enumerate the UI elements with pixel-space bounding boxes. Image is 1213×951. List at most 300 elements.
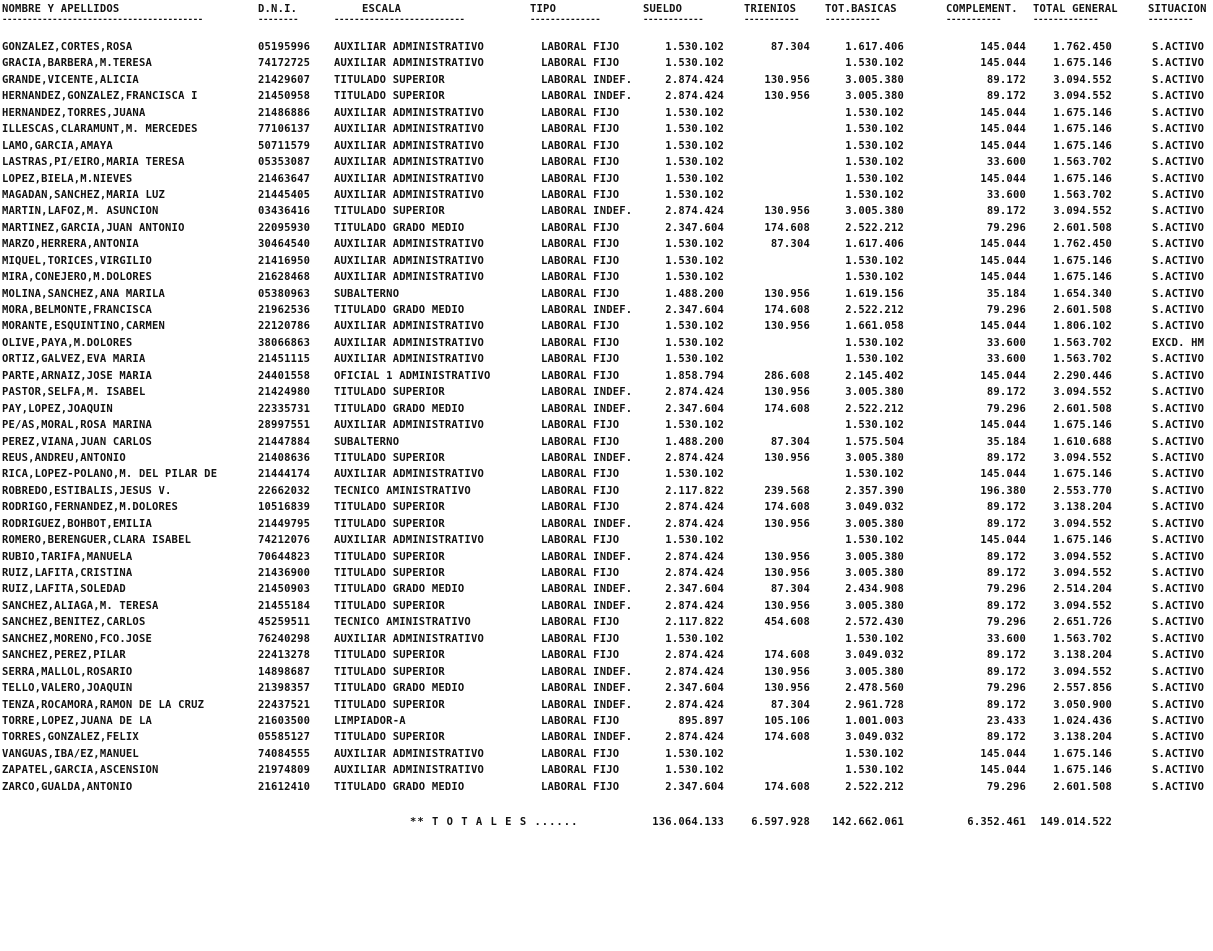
cell-compl: 89.172 — [986, 599, 1026, 612]
cell-totgen: 1.675.146 — [1053, 57, 1112, 70]
cell-compl: 89.172 — [986, 90, 1026, 103]
cell-totbas: 3.005.380 — [845, 567, 904, 579]
cell-nombre: LASTRAS,PI/EIRO,MARIA TERESA — [2, 156, 185, 169]
cell-tipo: LABORAL FIJO — [541, 172, 620, 185]
table-row — [0, 154, 1213, 170]
cell-sueldo: 2.874.424 — [665, 599, 724, 612]
cell-compl: 33.600 — [986, 156, 1026, 169]
cell-trienios: 130.956 — [764, 550, 810, 563]
cell-tipo: LABORAL INDEF. — [541, 304, 633, 316]
table-row — [0, 499, 1213, 515]
cell-escala: AUXILIAR ADMINISTRATIVO — [334, 632, 484, 645]
cell-nombre: HERNANDEZ,GONZALEZ,FRANCISCA I — [2, 90, 198, 103]
cell-dni: 24401558 — [258, 369, 311, 382]
cell-sit: S.ACTIVO — [1152, 73, 1205, 86]
cell-tipo: LABORAL FIJO — [541, 106, 620, 119]
cell-nombre: RODRIGO,FERNANDEZ,M.DOLORES — [2, 501, 179, 514]
cell-compl: 33.600 — [986, 188, 1026, 201]
cell-tipo: LABORAL INDEF. — [541, 682, 633, 695]
cell-trienios: 454.608 — [764, 616, 810, 629]
cell-compl: 89.172 — [986, 386, 1026, 399]
cell-dni: 21455184 — [258, 599, 311, 612]
cell-sit: S.ACTIVO — [1152, 714, 1205, 727]
table-row — [0, 253, 1213, 269]
cell-nombre: OLIVE,PAYA,M.DOLORES — [2, 336, 133, 349]
table-row — [0, 713, 1213, 729]
cell-sit: S.ACTIVO — [1152, 698, 1205, 711]
cell-sit: S.ACTIVO — [1152, 369, 1205, 382]
cell-trienios: 130.956 — [764, 682, 810, 695]
cell-nombre: RICA,LOPEZ-POLANO,M. DEL PILAR DE — [2, 468, 218, 481]
cell-trienios: 174.608 — [764, 402, 810, 415]
cell-sit: S.ACTIVO — [1152, 468, 1205, 481]
cell-tipo: LABORAL INDEF. — [541, 583, 633, 596]
table-row — [0, 220, 1213, 236]
table-row — [0, 269, 1213, 285]
cell-escala: OFICIAL 1 ADMINISTRATIVO — [334, 369, 491, 382]
cell-trienios: 130.956 — [764, 386, 810, 399]
cell-escala: TITULADO SUPERIOR — [334, 599, 445, 612]
cell-escala: AUXILIAR ADMINISTRATIVO — [334, 123, 484, 136]
cell-tipo: LABORAL FIJO — [541, 780, 620, 793]
cell-totbas: 1.530.102 — [845, 172, 904, 185]
cell-escala: AUXILIAR ADMINISTRATIVO — [334, 106, 484, 119]
cell-totgen: 2.553.770 — [1053, 484, 1112, 497]
cell-totbas: 2.478.560 — [845, 682, 904, 695]
cell-totbas: 3.005.380 — [845, 517, 904, 530]
cell-sit: S.ACTIVO — [1152, 254, 1205, 267]
cell-sueldo: 2.874.424 — [665, 698, 724, 711]
cell-trienios: 130.956 — [764, 90, 810, 103]
cell-compl: 145.044 — [980, 254, 1026, 267]
cell-sit: S.ACTIVO — [1152, 386, 1205, 399]
cell-sueldo: 1.530.102 — [665, 123, 724, 136]
cell-tipo: LABORAL FIJO — [541, 139, 620, 152]
cell-compl: 145.044 — [980, 419, 1026, 432]
cell-escala: AUXILIAR ADMINISTRATIVO — [334, 747, 484, 760]
cell-compl: 145.044 — [980, 747, 1026, 760]
cell-compl: 89.172 — [986, 73, 1026, 86]
cell-tipo: LABORAL INDEF. — [541, 73, 633, 86]
cell-sueldo: 2.117.822 — [665, 616, 724, 629]
cell-dni: 21424980 — [258, 386, 311, 399]
cell-nombre: MAGADAN,SANCHEZ,MARIA LUZ — [2, 188, 166, 201]
cell-totgen: 3.094.552 — [1053, 599, 1112, 612]
cell-tipo: LABORAL FIJO — [541, 271, 620, 284]
table-row — [0, 401, 1213, 417]
cell-sueldo: 2.347.604 — [665, 682, 724, 695]
cell-escala: AUXILIAR ADMINISTRATIVO — [334, 238, 484, 251]
cell-dni: 21450958 — [258, 90, 311, 103]
cell-sueldo: 1.530.102 — [665, 468, 724, 481]
employee-rows — [0, 39, 1213, 795]
cell-dni: 21398357 — [258, 682, 311, 695]
cell-sit: S.ACTIVO — [1152, 353, 1205, 366]
cell-sueldo: 2.874.424 — [665, 550, 724, 563]
table-row — [0, 187, 1213, 203]
cell-escala: TITULADO SUPERIOR — [334, 386, 445, 399]
cell-sit: S.ACTIVO — [1152, 221, 1205, 234]
cell-sit: S.ACTIVO — [1152, 287, 1205, 300]
cell-sit: S.ACTIVO — [1152, 632, 1205, 645]
cell-tipo: LABORAL FIJO — [541, 435, 620, 448]
cell-escala: TITULADO SUPERIOR — [334, 501, 445, 514]
cell-totgen: 1.675.146 — [1053, 172, 1112, 185]
cell-totgen: 3.138.204 — [1053, 731, 1112, 744]
cell-totbas: 1.619.156 — [845, 287, 904, 300]
cell-dni: 21408636 — [258, 451, 311, 464]
table-row — [0, 55, 1213, 71]
cell-nombre: MORA,BELMONTE,FRANCISCA — [2, 304, 152, 316]
cell-escala: TITULADO SUPERIOR — [334, 731, 445, 744]
cell-totgen: 3.094.552 — [1053, 386, 1112, 399]
cell-nombre: RUIZ,LAFITA,CRISTINA — [2, 567, 133, 579]
cell-totbas: 1.575.504 — [845, 435, 904, 448]
table-row — [0, 516, 1213, 532]
cell-nombre: REUS,ANDREU,ANTONIO — [2, 451, 126, 464]
cell-totgen: 2.514.204 — [1053, 583, 1112, 596]
cell-sueldo: 2.347.604 — [665, 583, 724, 596]
table-row — [0, 532, 1213, 548]
cell-trienios: 130.956 — [764, 517, 810, 530]
table-row — [0, 581, 1213, 597]
cell-tipo: LABORAL INDEF. — [541, 665, 633, 678]
cell-nombre: RUIZ,LAFITA,SOLEDAD — [2, 583, 126, 596]
cell-dni: 05380963 — [258, 287, 311, 300]
cell-totbas: 1.530.102 — [845, 534, 904, 547]
cell-nombre: TELLO,VALERO,JOAQUIN — [2, 682, 133, 695]
cell-trienios: 130.956 — [764, 451, 810, 464]
table-row — [0, 335, 1213, 351]
cell-dni: 50711579 — [258, 139, 311, 152]
cell-totgen: 1.675.146 — [1053, 254, 1112, 267]
cell-escala: TECNICO AMINISTRATIVO — [334, 484, 471, 497]
cell-sit: S.ACTIVO — [1152, 517, 1205, 530]
cell-totgen: 3.094.552 — [1053, 567, 1112, 579]
cell-dni: 10516839 — [258, 501, 311, 514]
cell-trienios: 130.956 — [764, 205, 810, 218]
cell-totgen: 1.675.146 — [1053, 534, 1112, 547]
cell-tipo: LABORAL FIJO — [541, 534, 620, 547]
cell-totbas: 3.005.380 — [845, 599, 904, 612]
cell-sit: S.ACTIVO — [1152, 567, 1205, 579]
cell-totbas: 3.005.380 — [845, 665, 904, 678]
cell-totbas: 3.049.032 — [845, 731, 904, 744]
cell-tipo: LABORAL FIJO — [541, 221, 620, 234]
cell-dni: 22120786 — [258, 320, 311, 333]
cell-sit: S.ACTIVO — [1152, 583, 1205, 596]
cell-sueldo: 1.530.102 — [665, 254, 724, 267]
cell-sueldo: 1.530.102 — [665, 632, 724, 645]
cell-dni: 22413278 — [258, 649, 311, 662]
cell-tipo: LABORAL FIJO — [541, 616, 620, 629]
cell-tipo: LABORAL FIJO — [541, 468, 620, 481]
table-row — [0, 351, 1213, 367]
header-sueldo: SUELDO ------------ — [643, 3, 704, 25]
table-row — [0, 236, 1213, 252]
cell-totbas: 3.005.380 — [845, 73, 904, 86]
cell-compl: 145.044 — [980, 764, 1026, 777]
cell-totgen: 1.762.450 — [1053, 41, 1112, 53]
table-row — [0, 647, 1213, 663]
cell-escala: LIMPIADOR-A — [334, 714, 406, 727]
cell-sueldo: 2.874.424 — [665, 451, 724, 464]
cell-sit: S.ACTIVO — [1152, 106, 1205, 119]
table-row — [0, 631, 1213, 647]
cell-sit: S.ACTIVO — [1152, 238, 1205, 251]
cell-nombre: ROBREDO,ESTIBALIS,JESUS V. — [2, 484, 172, 497]
cell-totbas: 1.530.102 — [845, 123, 904, 136]
cell-totgen: 1.675.146 — [1053, 468, 1112, 481]
cell-compl: 79.296 — [986, 616, 1026, 629]
cell-sit: S.ACTIVO — [1152, 304, 1205, 316]
cell-dni: 05585127 — [258, 731, 311, 744]
cell-dni: 03436416 — [258, 205, 311, 218]
cell-totbas: 1.530.102 — [845, 419, 904, 432]
cell-totgen: 1.675.146 — [1053, 747, 1112, 760]
cell-nombre: PAY,LOPEZ,JOAQUIN — [2, 402, 113, 415]
cell-sit: S.ACTIVO — [1152, 731, 1205, 744]
cell-dni: 28997551 — [258, 419, 311, 432]
cell-sit: S.ACTIVO — [1152, 90, 1205, 103]
cell-escala: AUXILIAR ADMINISTRATIVO — [334, 353, 484, 366]
table-row — [0, 39, 1213, 55]
cell-sueldo: 1.858.794 — [665, 369, 724, 382]
cell-nombre: TENZA,ROCAMORA,RAMON DE LA CRUZ — [2, 698, 205, 711]
cell-escala: AUXILIAR ADMINISTRATIVO — [334, 320, 484, 333]
cell-compl: 89.172 — [986, 731, 1026, 744]
cell-compl: 33.600 — [986, 632, 1026, 645]
cell-sit: S.ACTIVO — [1152, 188, 1205, 201]
cell-totbas: 2.522.212 — [845, 402, 904, 415]
cell-escala: TITULADO SUPERIOR — [334, 698, 445, 711]
cell-tipo: LABORAL FIJO — [541, 632, 620, 645]
cell-trienios: 174.608 — [764, 731, 810, 744]
cell-escala: AUXILIAR ADMINISTRATIVO — [334, 271, 484, 284]
cell-totbas: 1.530.102 — [845, 632, 904, 645]
cell-dni: 21445405 — [258, 188, 311, 201]
cell-sueldo: 1.530.102 — [665, 534, 724, 547]
cell-compl: 145.044 — [980, 238, 1026, 251]
cell-compl: 145.044 — [980, 172, 1026, 185]
table-row — [0, 121, 1213, 137]
cell-compl: 145.044 — [980, 534, 1026, 547]
cell-sueldo: 1.530.102 — [665, 172, 724, 185]
cell-dni: 21628468 — [258, 271, 311, 284]
cell-dni: 22437521 — [258, 698, 311, 711]
header-escala: ESCALA -------------------------- — [334, 3, 465, 25]
table-row — [0, 105, 1213, 121]
cell-sueldo: 1.488.200 — [665, 435, 724, 448]
cell-compl: 89.172 — [986, 550, 1026, 563]
cell-totbas: 2.522.212 — [845, 304, 904, 316]
cell-escala: TITULADO GRADO MEDIO — [334, 780, 465, 793]
cell-nombre: RUBIO,TARIFA,MANUELA — [2, 550, 133, 563]
cell-totbas: 1.530.102 — [845, 353, 904, 366]
cell-totbas: 1.530.102 — [845, 764, 904, 777]
cell-totgen: 2.601.508 — [1053, 780, 1112, 793]
table-row — [0, 302, 1213, 318]
cell-trienios: 130.956 — [764, 567, 810, 579]
table-row — [0, 664, 1213, 680]
cell-sit: S.ACTIVO — [1152, 780, 1205, 793]
table-row — [0, 762, 1213, 778]
cell-trienios: 87.304 — [770, 238, 810, 251]
cell-dni: 05195996 — [258, 41, 311, 53]
cell-compl: 33.600 — [986, 336, 1026, 349]
cell-tipo: LABORAL INDEF. — [541, 451, 633, 464]
cell-compl: 35.184 — [986, 435, 1026, 448]
cell-trienios: 174.608 — [764, 780, 810, 793]
cell-escala: TITULADO SUPERIOR — [334, 567, 445, 579]
cell-totgen: 1.654.340 — [1053, 287, 1112, 300]
cell-escala: TECNICO AMINISTRATIVO — [334, 616, 471, 629]
cell-sit: S.ACTIVO — [1152, 320, 1205, 333]
cell-totgen: 3.094.552 — [1053, 665, 1112, 678]
cell-totbas: 1.530.102 — [845, 468, 904, 481]
totals-tot-basicas: 142.662.061 — [832, 816, 904, 828]
cell-escala: AUXILIAR ADMINISTRATIVO — [334, 172, 484, 185]
cell-dni: 30464540 — [258, 238, 311, 251]
cell-compl: 79.296 — [986, 402, 1026, 415]
cell-escala: TITULADO SUPERIOR — [334, 649, 445, 662]
cell-tipo: LABORAL FIJO — [541, 764, 620, 777]
cell-dni: 22335731 — [258, 402, 311, 415]
cell-totbas: 1.530.102 — [845, 106, 904, 119]
cell-dni: 21450903 — [258, 583, 311, 596]
cell-sueldo: 2.874.424 — [665, 205, 724, 218]
cell-nombre: PE/AS,MORAL,ROSA MARINA — [2, 419, 152, 432]
cell-tipo: LABORAL INDEF. — [541, 517, 633, 530]
table-row — [0, 746, 1213, 762]
cell-compl: 79.296 — [986, 682, 1026, 695]
cell-dni: 74172725 — [258, 57, 311, 70]
cell-nombre: TORRES,GONZALEZ,FELIX — [2, 731, 139, 744]
cell-tipo: LABORAL INDEF. — [541, 599, 633, 612]
table-row — [0, 680, 1213, 696]
cell-totgen: 1.762.450 — [1053, 238, 1112, 251]
table-row — [0, 368, 1213, 384]
cell-compl: 145.044 — [980, 123, 1026, 136]
cell-sueldo: 1.530.102 — [665, 139, 724, 152]
cell-totbas: 1.617.406 — [845, 238, 904, 251]
cell-sueldo: 2.874.424 — [665, 73, 724, 86]
cell-tipo: LABORAL FIJO — [541, 336, 620, 349]
cell-sit: S.ACTIVO — [1152, 139, 1205, 152]
cell-sueldo: 1.530.102 — [665, 156, 724, 169]
cell-sueldo: 1.530.102 — [665, 336, 724, 349]
cell-totgen: 1.563.702 — [1053, 632, 1112, 645]
cell-escala: TITULADO GRADO MEDIO — [334, 682, 465, 695]
table-row — [0, 483, 1213, 499]
cell-sueldo: 1.530.102 — [665, 747, 724, 760]
cell-sueldo: 2.874.424 — [665, 386, 724, 399]
cell-trienios: 87.304 — [770, 435, 810, 448]
table-row — [0, 171, 1213, 187]
table-row — [0, 434, 1213, 450]
cell-tipo: LABORAL FIJO — [541, 156, 620, 169]
cell-nombre: ORTIZ,GALVEZ,EVA MARIA — [2, 353, 146, 366]
cell-totbas: 2.961.728 — [845, 698, 904, 711]
cell-sueldo: 2.874.424 — [665, 90, 724, 103]
cell-trienios: 130.956 — [764, 320, 810, 333]
cell-nombre: LAMO,GARCIA,AMAYA — [2, 139, 113, 152]
cell-dni: 21603500 — [258, 714, 311, 727]
cell-nombre: HERNANDEZ,TORRES,JUANA — [2, 106, 146, 119]
cell-sit: S.ACTIVO — [1152, 616, 1205, 629]
cell-nombre: MIRA,CONEJERO,M.DOLORES — [2, 271, 152, 284]
cell-totbas: 3.005.380 — [845, 386, 904, 399]
cell-sit: S.ACTIVO — [1152, 205, 1205, 218]
header-nombre: NOMBRE Y APELLIDOS ---------------------------------------- — [2, 3, 203, 25]
cell-nombre: VANGUAS,IBA/EZ,MANUEL — [2, 747, 139, 760]
cell-totbas: 1.661.058 — [845, 320, 904, 333]
totals-total-general: 149.014.522 — [1040, 816, 1112, 828]
cell-compl: 89.172 — [986, 665, 1026, 678]
cell-trienios: 174.608 — [764, 304, 810, 316]
cell-escala: AUXILIAR ADMINISTRATIVO — [334, 156, 484, 169]
cell-compl: 145.044 — [980, 41, 1026, 53]
cell-nombre: MOLINA,SANCHEZ,ANA MARILA — [2, 287, 166, 300]
cell-totgen: 3.094.552 — [1053, 73, 1112, 86]
cell-dni: 21449795 — [258, 517, 311, 530]
cell-dni: 74084555 — [258, 747, 311, 760]
cell-totgen: 1.675.146 — [1053, 106, 1112, 119]
cell-totbas: 2.572.430 — [845, 616, 904, 629]
cell-tipo: LABORAL INDEF. — [541, 731, 633, 744]
cell-compl: 23.433 — [986, 714, 1026, 727]
cell-dni: 21486886 — [258, 106, 311, 119]
cell-nombre: PEREZ,VIANA,JUAN CARLOS — [2, 435, 152, 448]
cell-trienios: 105.106 — [764, 714, 810, 727]
table-row — [0, 384, 1213, 400]
cell-totbas: 1.530.102 — [845, 336, 904, 349]
cell-totbas: 2.357.390 — [845, 484, 904, 497]
cell-escala: TITULADO SUPERIOR — [334, 550, 445, 563]
cell-tipo: LABORAL FIJO — [541, 369, 620, 382]
cell-sueldo: 1.530.102 — [665, 320, 724, 333]
cell-totgen: 2.601.508 — [1053, 221, 1112, 234]
totals-complement: 6.352.461 — [967, 816, 1026, 828]
cell-compl: 89.172 — [986, 517, 1026, 530]
header-trienios: TRIENIOS ----------- — [744, 3, 800, 25]
cell-tipo: LABORAL FIJO — [541, 188, 620, 201]
header-situacion: SITUACION --------- — [1148, 3, 1207, 25]
totals-trienios: 6.597.928 — [751, 816, 810, 828]
cell-totgen: 3.094.552 — [1053, 451, 1112, 464]
cell-compl: 79.296 — [986, 583, 1026, 596]
cell-nombre: PASTOR,SELFA,M. ISABEL — [2, 386, 146, 399]
cell-sit: S.ACTIVO — [1152, 534, 1205, 547]
cell-totgen: 3.138.204 — [1053, 649, 1112, 662]
cell-dni: 21463647 — [258, 172, 311, 185]
cell-escala: AUXILIAR ADMINISTRATIVO — [334, 534, 484, 547]
cell-dni: 21429607 — [258, 73, 311, 86]
cell-sit: S.ACTIVO — [1152, 599, 1205, 612]
cell-escala: AUXILIAR ADMINISTRATIVO — [334, 57, 484, 70]
cell-sit: S.ACTIVO — [1152, 451, 1205, 464]
cell-nombre: ZAPATEL,GARCIA,ASCENSION — [2, 764, 159, 777]
cell-sit: S.ACTIVO — [1152, 57, 1205, 70]
cell-escala: TITULADO SUPERIOR — [334, 90, 445, 103]
table-row — [0, 466, 1213, 482]
cell-nombre: ROMERO,BERENGUER,CLARA ISABEL — [2, 534, 192, 547]
cell-escala: TITULADO SUPERIOR — [334, 73, 445, 86]
cell-tipo: LABORAL INDEF. — [541, 402, 633, 415]
header-complement: COMPLEMENT. ----------- — [946, 3, 1018, 25]
table-row — [0, 697, 1213, 713]
cell-dni: 70644823 — [258, 550, 311, 563]
